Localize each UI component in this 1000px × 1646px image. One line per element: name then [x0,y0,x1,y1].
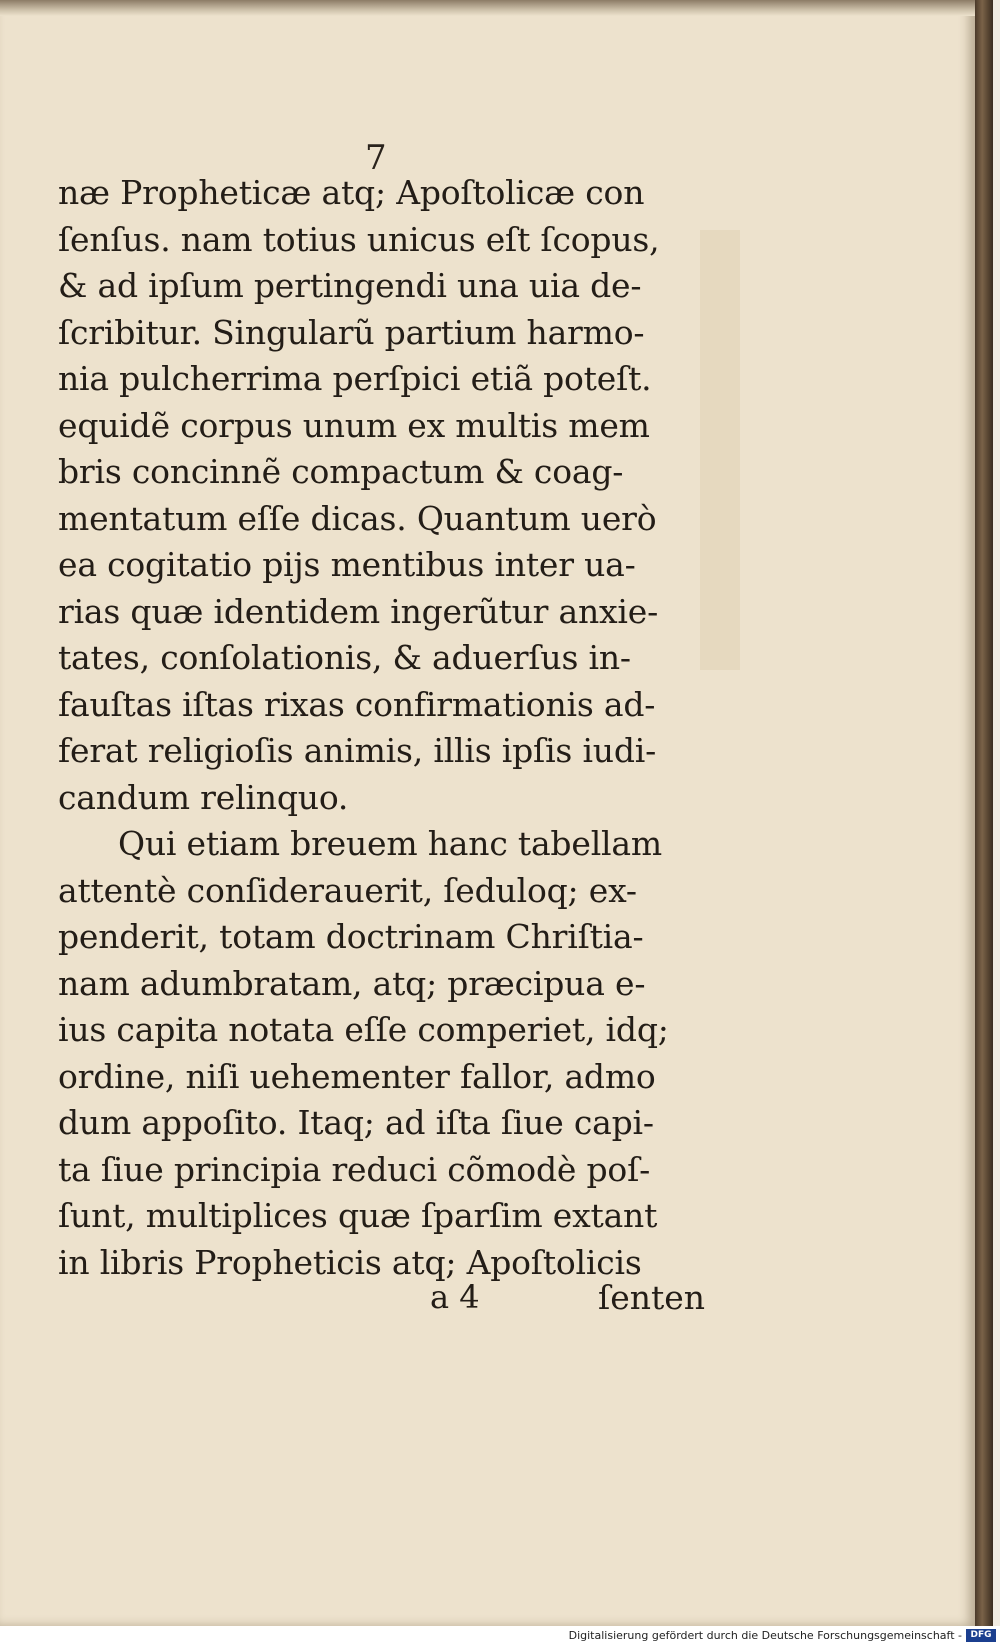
text-line-20: ordine, niſi uehementer fallor, admo [58,1056,656,1096]
text-line-13: ferat religioſis animis, illis ipſis iudi- [58,731,657,770]
folio-number: 7 [365,138,387,178]
text-line-3: & ad ipſum pertingendi una uia de- [58,266,642,305]
body-text [58,170,708,1286]
text-line-24: in libris Propheticis atq; Apoſtolicis [58,1242,642,1282]
text-line-17: penderit, totam doctrinam Chriſtia- [58,917,644,956]
catchword: ſenten [598,1278,706,1317]
text-line-1: næ Propheticæ atq; Apoſtolicæ con [58,173,645,212]
text-line-2: ſenſus. nam totius unicus eſt ſcopus, [58,219,660,259]
text-line-10: rias quæ identidem ingerũtur anxie- [58,591,659,631]
text-line-5: nia pulcherrima perſpici etiã poteſt. [58,359,652,398]
dfg-logo: DFG [966,1629,996,1642]
text-line-23: ſunt, multiplices quæ ſparſim extant [58,1196,658,1235]
text-line-6: equidẽ corpus unum ex multis mem [58,405,650,445]
digitization-credit-bar [0,1626,1000,1646]
page-top-edge [0,0,975,16]
text-line-14: candum relinquo. [58,777,349,817]
text-line-18: nam adumbratam, atq; præcipua e- [58,963,646,1003]
text-line-16: attentè conſiderauerit, ſeduloq; ex- [58,870,637,910]
text-line-7: bris concinnẽ compactum & coag- [58,452,624,491]
text-line-4: ſcribitur. Singularũ partium harmo- [58,312,645,352]
page-footer [430,1278,730,1324]
text-line-21: dum appoſito. Itaq; ad iſta ſiue capi- [58,1103,654,1142]
signature-mark: a 4 [430,1278,480,1316]
text-line-19: ius capita notata eſſe comperiet, idq; [58,1010,669,1049]
book-binding-edge [975,0,993,1626]
text-line-11: tates, conſolationis, & aduerſus in- [58,638,631,677]
text-line-8: mentatum eſſe dicas. Quantum uerò [58,498,657,538]
text-line-15: Qui etiam breuem hanc tabellam [118,824,662,863]
text-line-9: ea cogitatio pijs mentibus inter ua- [58,545,636,584]
text-line-12: fauſtas iſtas rixas confirmationis ad- [58,684,656,724]
text-line-22: ta ſiue principia reduci cõmodè poſ- [58,1149,651,1189]
credit-text: Digitalisierung gefördert durch die Deutsche Forschungsgemeinschaft - [568,1629,962,1642]
